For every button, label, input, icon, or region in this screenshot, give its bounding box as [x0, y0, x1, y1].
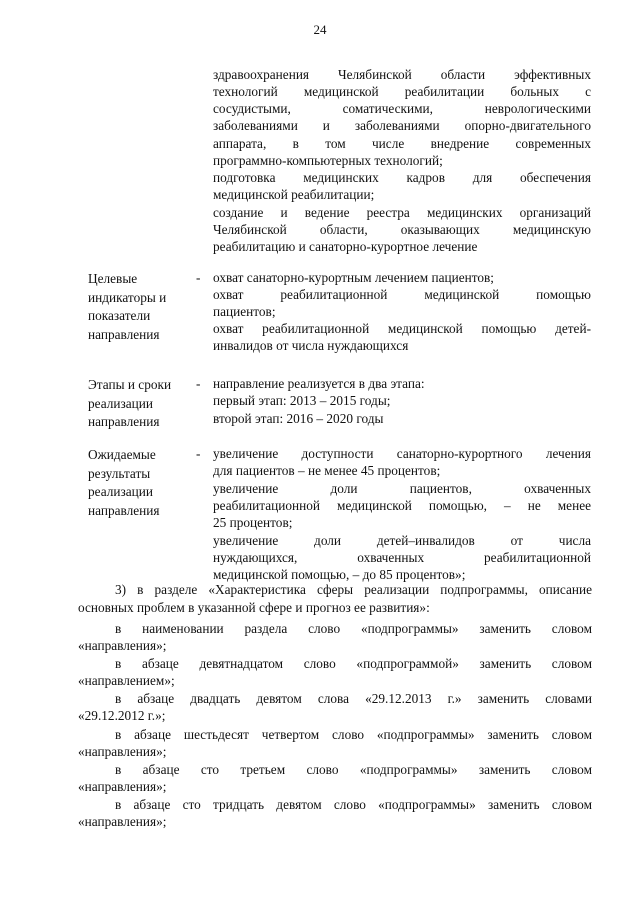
paragraph-line: в абзаце сто третьем слово «подпрограммы» заменить словом [115, 762, 592, 777]
top-block-line: создание и ведение реестра медицинских организаций [213, 205, 591, 220]
section-dash: - [196, 446, 201, 461]
section-text-line: реабилитационной медицинской помощью, – не менее [213, 498, 591, 513]
top-block-line: Челябинской области, оказывающих медицинскую [213, 222, 591, 237]
section-label: Целевые [88, 271, 138, 286]
section-label: результаты [88, 465, 151, 481]
top-block-line: аппарата, в том числе внедрение современных [213, 136, 591, 151]
top-block-line: технологий медицинской реабилитации больных с [213, 84, 591, 99]
top-block-line: сосудистыми, соматическими, неврологическими [213, 101, 591, 116]
paragraph-line: «направления»; [78, 744, 167, 759]
paragraph-line: в абзаце шестьдесят четвертом слово «подпрограммы» заменить словом [115, 727, 592, 742]
section-label: направления [88, 326, 160, 342]
section-text-line: инвалидов от числа нуждающихся [213, 338, 409, 353]
section-text-line: увеличение доли пациентов, охваченных [213, 481, 591, 496]
section-label: реализации [88, 484, 153, 499]
paragraph-line: «направления»; [78, 638, 167, 653]
paragraph-line: «29.12.2012 г.»; [78, 708, 166, 723]
section-label: индикаторы и [88, 289, 167, 305]
top-block-line: заболеваниями и заболеваниями опорно-двигательного [213, 118, 591, 133]
section-text-line: охват реабилитационной медицинской помощью [213, 287, 591, 302]
paragraph-line: в абзаце девятнадцатом слово «подпрограммой» заменить словом [115, 656, 592, 671]
paragraph-line: 3) в разделе «Характеристика сферы реализации подпрограммы, описание [115, 582, 592, 597]
section-label: Этапы и сроки [88, 377, 172, 392]
section-dash: - [196, 270, 201, 285]
paragraph-line: основных проблем в указанной сфере и прогноз ее развития»: [78, 600, 430, 615]
page-number: 24 [313, 22, 327, 37]
section-label: реализации [88, 395, 153, 411]
section-label: направления [88, 502, 160, 518]
top-block-line: здравоохранения Челябинской области эффективных [213, 67, 591, 82]
section-text-line: охват санаторно-курортным лечением пациентов; [213, 270, 495, 285]
section-text-line: первый этап: 2013 – 2015 годы; [213, 393, 391, 408]
paragraph-line: в абзаце двадцать девятом слова «29.12.2013 г.» заменить словами [115, 691, 592, 706]
section-text-line: медицинской помощью, – до 85 процентов»; [213, 567, 466, 582]
section-text-line: для пациентов – не менее 45 процентов; [213, 463, 441, 478]
section-text-line: направление реализуется в два этапа: [213, 376, 425, 391]
paragraph-line: «направления»; [78, 779, 167, 794]
section-text-line: охват реабилитационной медицинской помощью детей- [213, 321, 591, 336]
section-text-line: 25 процентов; [213, 515, 293, 530]
top-block-line: реабилитацию и санаторно-курортное лечение [213, 239, 478, 254]
section-label: Ожидаемые [88, 447, 156, 462]
paragraph-line: «направлением»; [78, 673, 175, 688]
paragraph-line: «направления»; [78, 814, 167, 829]
paragraph-line: в наименовании раздела слово «подпрограммы» заменить словом [115, 621, 592, 636]
section-text-line: пациентов; [213, 304, 276, 319]
section-label: показатели [88, 308, 151, 323]
top-block-line: подготовка медицинских кадров для обеспечения [213, 170, 591, 185]
section-text-line: нуждающихся, охваченных реабилитационной [213, 550, 591, 565]
paragraph-line: в абзаце сто тридцать девятом слово «подпрограммы» заменить словом [115, 797, 592, 812]
section-text-line: увеличение доли детей–инвалидов от числа [213, 533, 591, 548]
section-text-line: второй этап: 2016 – 2020 годы [213, 411, 384, 426]
section-label: направления [88, 414, 160, 429]
section-dash: - [196, 376, 201, 391]
section-text-line: увеличение доступности санаторно-курортного лечения [213, 446, 591, 461]
top-block-line: программно-компьютерных технологий; [213, 153, 443, 168]
top-block-line: медицинской реабилитации; [213, 187, 375, 202]
